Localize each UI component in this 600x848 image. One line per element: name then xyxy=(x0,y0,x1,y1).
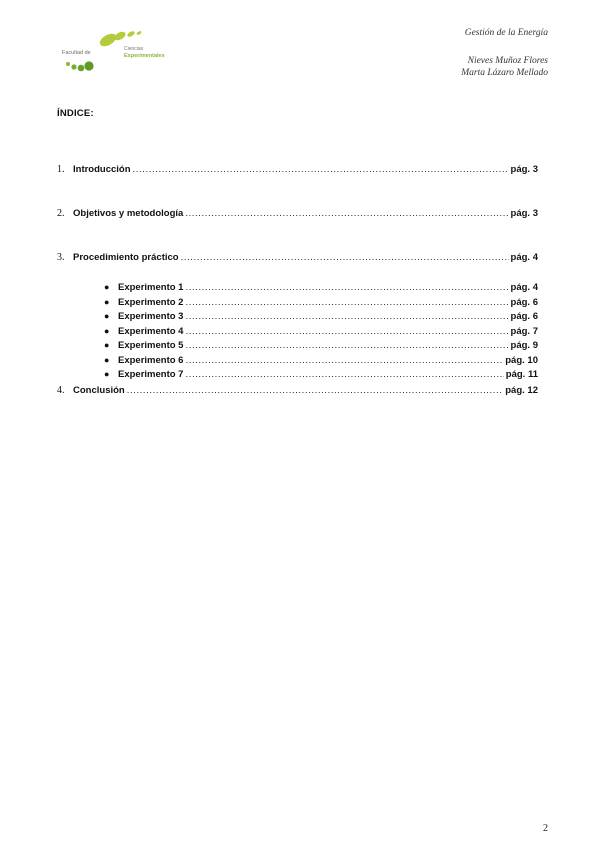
toc-entry-number: 4. xyxy=(57,385,65,396)
bullet-icon: ● xyxy=(104,369,110,379)
toc-subentry-experimento-4[interactable] xyxy=(104,325,538,338)
toc-entry-page: pág. 9 xyxy=(510,340,538,351)
toc-entry-page: pág. 6 xyxy=(510,296,538,308)
bullet-icon: ● xyxy=(104,311,110,321)
toc-subentry-experimento-6[interactable] xyxy=(104,354,538,367)
logo-text-experimentales: Experimentales xyxy=(124,53,165,59)
toc-entry-objetivos[interactable] xyxy=(57,207,538,220)
course-name: Gestión de la Energía xyxy=(464,28,548,38)
toc-entry-label: Introducción xyxy=(73,164,131,175)
toc-subentry-experimento-2[interactable] xyxy=(104,296,538,309)
dot-leader xyxy=(133,163,509,176)
toc-subentry-experimento-7[interactable] xyxy=(104,368,538,381)
toc-entry-label: Objetivos y metodología xyxy=(73,208,184,219)
page-number: 2 xyxy=(543,823,548,834)
toc-entry-number: 3. xyxy=(57,252,65,263)
bullet-icon: ● xyxy=(104,340,110,350)
bullet-icon: ● xyxy=(104,296,110,307)
toc-entry-label: Experimento 5 xyxy=(118,340,184,351)
toc-entry-label: Experimento 6 xyxy=(118,354,184,366)
toc-entry-page: pág. 3 xyxy=(510,208,538,219)
dot-leader xyxy=(127,384,504,397)
logo-text-ciencias: Ciencias xyxy=(124,46,144,52)
toc-entry-label: Procedimiento práctico xyxy=(73,252,179,263)
toc-entry-page: pág. 12 xyxy=(505,385,538,396)
dot-leader xyxy=(185,281,508,294)
author-2: Marta Lázaro Mellado xyxy=(461,68,548,78)
bullet-icon: ● xyxy=(104,325,110,336)
toc-entry-label: Experimento 2 xyxy=(118,296,184,308)
toc-subentry-experimento-1[interactable] xyxy=(104,281,538,294)
toc-subentry-experimento-5[interactable] xyxy=(104,339,538,352)
dot-leader xyxy=(181,251,509,264)
toc-entry-page: pág. 6 xyxy=(510,311,538,322)
toc-entry-number: 1. xyxy=(57,164,65,175)
dot-leader xyxy=(185,354,503,367)
toc-entry-conclusion[interactable] xyxy=(57,384,538,397)
dot-leader xyxy=(185,296,508,309)
toc-entry-page: pág. 3 xyxy=(510,164,538,175)
bullet-icon: ● xyxy=(104,282,110,292)
toc-subentry-experimento-3[interactable] xyxy=(104,310,538,323)
dot-leader xyxy=(185,325,508,338)
toc-entry-label: Experimento 3 xyxy=(118,311,184,322)
faculty-logo xyxy=(60,28,170,76)
toc-entry-label: Experimento 4 xyxy=(118,325,184,337)
dot-leader xyxy=(185,207,508,220)
toc-entry-introduccion[interactable] xyxy=(57,163,538,176)
bullet-icon: ● xyxy=(104,354,110,365)
logo-text-faculty: Facultad de xyxy=(62,50,91,56)
toc-entry-label: Conclusión xyxy=(73,385,125,396)
dot-leader xyxy=(185,368,503,381)
toc-entry-label: Experimento 7 xyxy=(118,369,184,380)
document-header xyxy=(461,27,548,79)
toc-entry-procedimiento[interactable] xyxy=(57,251,538,264)
toc-entry-page: pág. 4 xyxy=(510,282,538,293)
author-1: Nieves Muñoz Flores xyxy=(467,56,548,66)
dot-leader xyxy=(185,310,508,323)
toc-entry-page: pág. 7 xyxy=(510,325,538,337)
dot-leader xyxy=(185,339,508,352)
toc-title: ÍNDICE: xyxy=(57,108,94,119)
toc-entry-page: pág. 11 xyxy=(505,369,538,380)
toc-entry-label: Experimento 1 xyxy=(118,282,184,293)
toc-entry-number: 2. xyxy=(57,208,65,219)
toc-entry-page: pág. 10 xyxy=(505,354,538,366)
toc-entry-page: pág. 4 xyxy=(510,252,538,263)
